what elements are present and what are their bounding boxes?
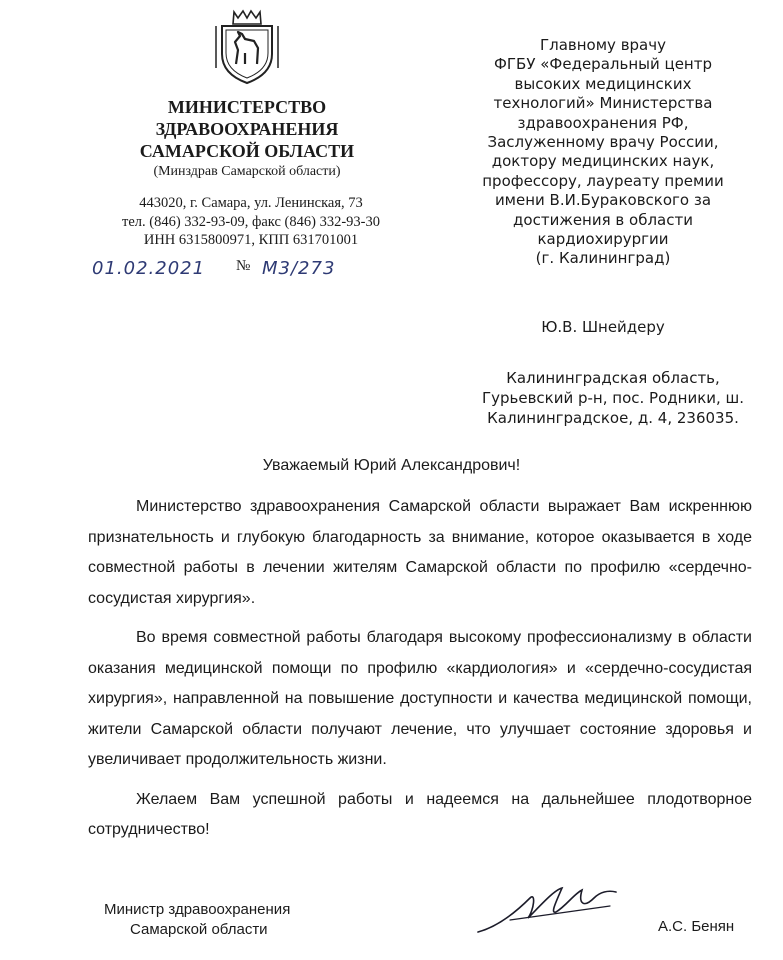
signer-position	[104, 900, 290, 940]
address-line: Калининградская область,	[506, 369, 720, 387]
letter-greeting: Уважаемый Юрий Александрович!	[262, 457, 521, 474]
ministry-name-line-1: МИНИСТЕРСТВО	[167, 97, 327, 117]
ministry-address: 443020, г. Самара, ул. Ленинская, 73	[139, 195, 363, 211]
document-number-label: №	[236, 258, 251, 274]
ministry-phone: тел. (846) 332-93-09, факс (846) 332-93-30	[122, 213, 380, 230]
addressee-line: Заслуженному врачу России,	[487, 133, 719, 152]
addressee-line: ФГБУ «Федеральный центр	[494, 55, 712, 74]
ministry-short-name: (Минздрав Самарской области)	[153, 164, 341, 179]
letter-paragraph: Желаем Вам успешной работы и надеемся на дальнейшее плодотворное сотрудничество!	[88, 790, 752, 838]
addressee-line: доктору медицинских наук,	[491, 152, 715, 171]
ministry-name	[112, 96, 382, 162]
letter-paragraph: Министерство здравоохранения Самарской области выражает Вам искреннюю признательность и глубокую благодарность за внимание, которое оказывается в ходе совместной работы в лечении жителям Самарской области по профилю «сердечно-сосудистая хирургия».	[88, 498, 752, 607]
signer-position-line-1: Министр здравоохранения	[104, 901, 291, 918]
addressee-line: достижения в области	[513, 210, 693, 229]
addressee-line: здравоохранения РФ,	[517, 113, 689, 132]
addressee-postal-address	[448, 368, 778, 428]
letter-paragraph: Во время совместной работы благодаря высокому профессионализму в области оказания медицинской помощи по профилю «кардиология» и «сердечно-сосудистая хирургия», направленной на повышение доступности и качества медицинской помощи, жители Самарской области получают лечение, что улучшает состояние здоровья и увеличивает продолжительность жизни.	[88, 629, 752, 768]
addressee-line: технологий» Министерства	[493, 94, 713, 113]
signer-name: А.С. Бенян	[658, 918, 735, 935]
addressee-line: имени В.И.Бураковского за	[494, 191, 712, 210]
ministry-inn: ИНН 6315800971, КПП 631701001	[143, 232, 359, 248]
ministry-name-line-3: САМАРСКОЙ ОБЛАСТИ	[139, 141, 355, 161]
addressee-line: высоких медицинских	[514, 74, 692, 93]
addressee-line: кардиохирургии	[537, 230, 669, 249]
signer-position-line-2: Самарской области	[130, 921, 268, 938]
addressee-line: (г. Калининград)	[535, 249, 671, 268]
address-line: Калининградское, д. 4, 236035.	[487, 409, 739, 427]
addressee-line: Главному врачу	[539, 36, 666, 54]
addressee-line: профессору, лауреату премии	[482, 171, 724, 190]
letter-body	[88, 492, 752, 855]
addressee-name: Ю.В. Шнейдеру	[541, 318, 665, 336]
ministry-name-line-2: ЗДРАВООХРАНЕНИЯ	[155, 119, 339, 139]
ministry-contacts	[102, 194, 400, 250]
address-line: Гурьевский р-н, пос. Родники, ш.	[481, 389, 745, 407]
addressee-block	[448, 36, 758, 269]
document-date: 01.02.2021	[92, 258, 206, 279]
coat-of-arms-icon	[214, 8, 280, 86]
handwritten-signature	[470, 880, 620, 940]
document-number: М3/273	[262, 258, 336, 279]
